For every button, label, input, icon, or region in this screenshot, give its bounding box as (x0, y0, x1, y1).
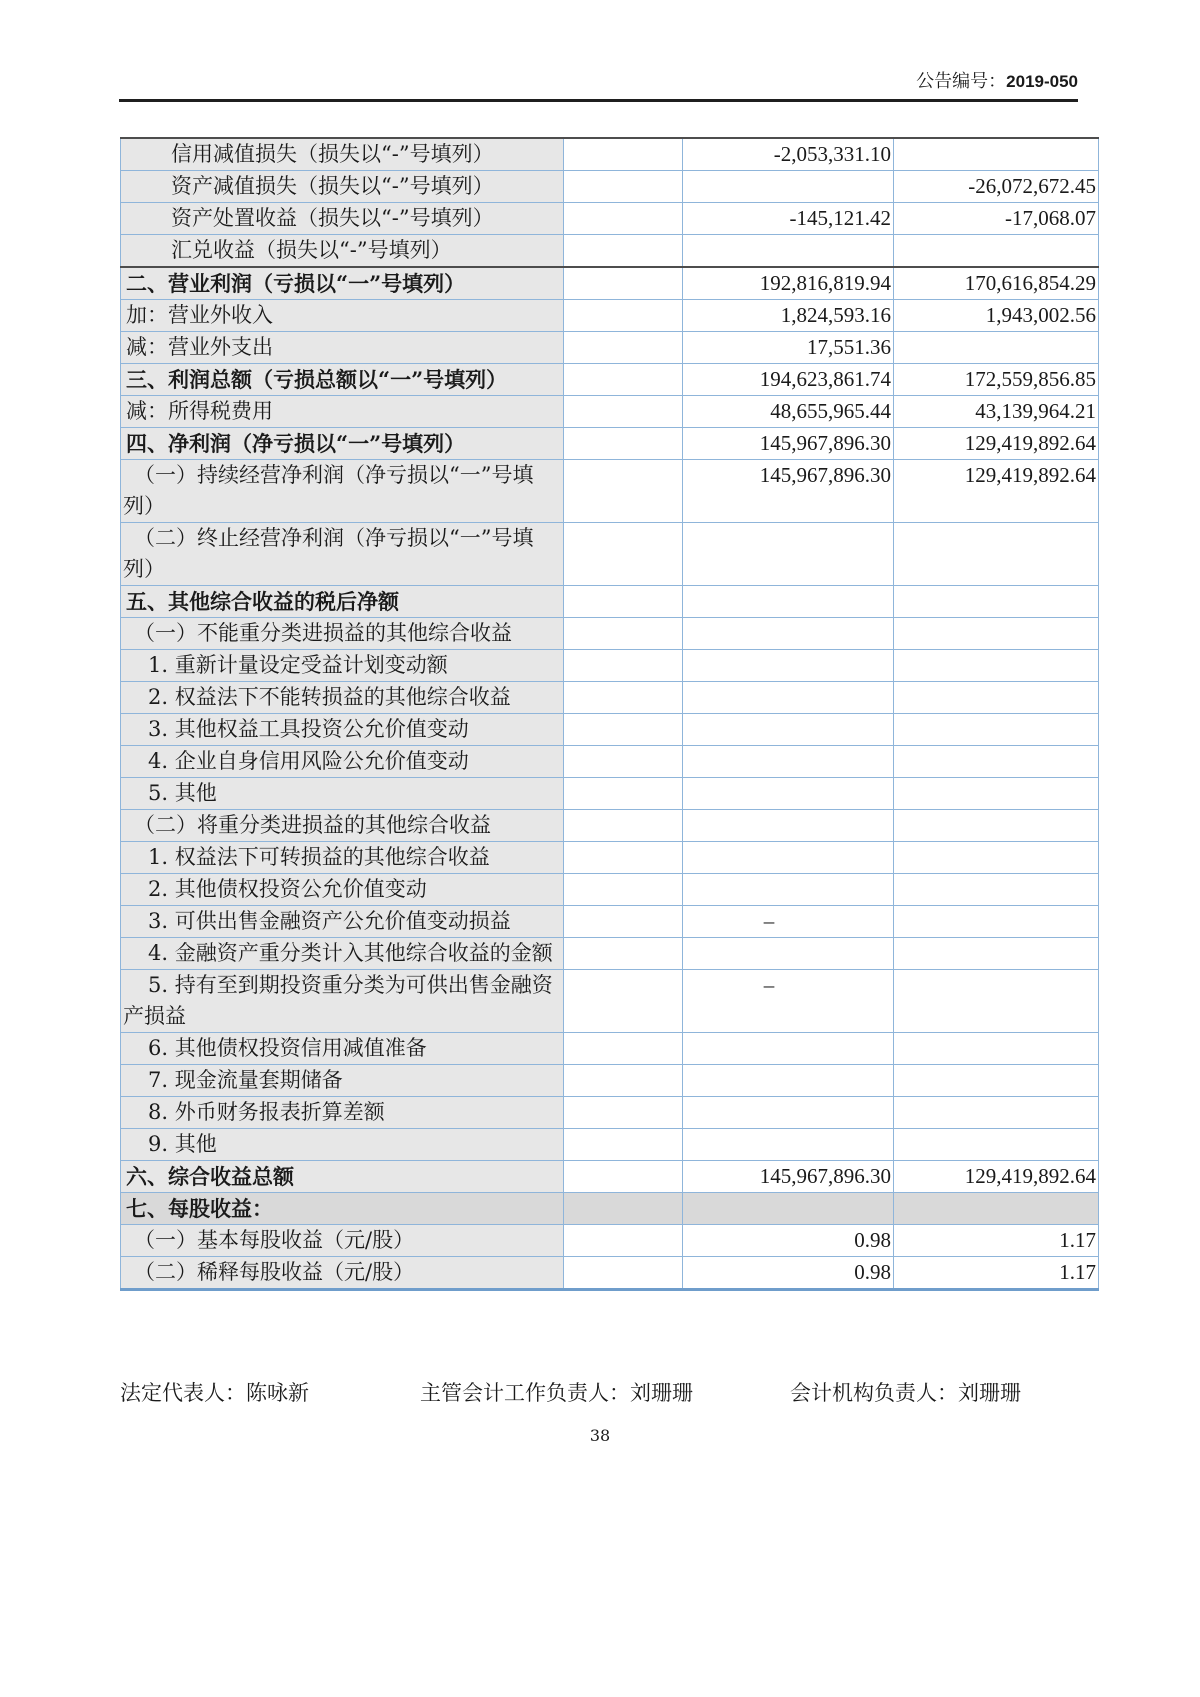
row-value-current-period (683, 235, 894, 268)
row-value-prior-period: 1,943,002.56 (894, 300, 1099, 332)
row-value-current-period (683, 938, 894, 970)
row-note (564, 810, 683, 842)
announcement-number-value: 2019-050 (1006, 72, 1078, 91)
row-value-prior-period (894, 618, 1099, 650)
row-value-prior-period (894, 1033, 1099, 1065)
row-label: （二）将重分类进损益的其他综合收益 (121, 810, 564, 842)
row-value-current-period (683, 650, 894, 682)
row-label: 减：所得税费用 (121, 396, 564, 428)
row-value-prior-period: 43,139,964.21 (894, 396, 1099, 428)
row-value-prior-period (894, 523, 1099, 586)
row-note (564, 428, 683, 460)
row-label: 三、利润总额（亏损总额以“一”号填列） (121, 364, 564, 396)
row-label: 6. 其他债权投资信用减值准备 (121, 1033, 564, 1065)
row-note (564, 1161, 683, 1193)
table-row (121, 364, 1099, 396)
row-label: 8. 外币财务报表折算差额 (121, 1097, 564, 1129)
row-value-current-period (683, 714, 894, 746)
row-value-prior-period (894, 842, 1099, 874)
table-row (121, 970, 1099, 1033)
table-row (121, 138, 1099, 171)
row-value-current-period: 1,824,593.16 (683, 300, 894, 332)
table-row (121, 778, 1099, 810)
row-value-prior-period (894, 138, 1099, 171)
table-row (121, 523, 1099, 586)
row-value-current-period: 145,967,896.30 (683, 460, 894, 523)
row-note (564, 746, 683, 778)
row-note (564, 235, 683, 268)
row-value-prior-period: -26,072,672.45 (894, 171, 1099, 203)
table-row (121, 1225, 1099, 1257)
row-note (564, 618, 683, 650)
row-value-prior-period: -17,068.07 (894, 203, 1099, 235)
table-row (121, 171, 1099, 203)
row-label: （二）终止经营净利润（净亏损以“一”号填列） (121, 523, 564, 586)
row-label: （一）持续经营净利润（净亏损以“一”号填列） (121, 460, 564, 523)
row-value-current-period (683, 682, 894, 714)
table-row (121, 235, 1099, 268)
table-row (121, 586, 1099, 618)
row-note (564, 1225, 683, 1257)
row-value-current-period: 145,967,896.30 (683, 1161, 894, 1193)
row-label: 4. 金融资产重分类计入其他综合收益的金额 (121, 938, 564, 970)
row-value-prior-period: 1.17 (894, 1225, 1099, 1257)
row-label: 2. 其他债权投资公允价值变动 (121, 874, 564, 906)
row-label: （一）不能重分类进损益的其他综合收益 (121, 618, 564, 650)
row-value-prior-period (894, 650, 1099, 682)
row-label: 二、营业利润（亏损以“一”号填列） (121, 267, 564, 300)
table-row (121, 428, 1099, 460)
table-row (121, 1033, 1099, 1065)
table-row (121, 1257, 1099, 1290)
row-value-current-period (683, 523, 894, 586)
table-row (121, 396, 1099, 428)
table-row (121, 203, 1099, 235)
row-label: （一）基本每股收益（元/股） (121, 1225, 564, 1257)
row-note (564, 938, 683, 970)
table-row (121, 332, 1099, 364)
row-note (564, 1097, 683, 1129)
announcement-number (916, 70, 1078, 94)
row-value-prior-period (894, 586, 1099, 618)
row-note (564, 778, 683, 810)
table-row (121, 682, 1099, 714)
row-label: 五、其他综合收益的税后净额 (121, 586, 564, 618)
row-value-current-period (683, 586, 894, 618)
row-label: 5. 其他 (121, 778, 564, 810)
row-value-current-period (683, 810, 894, 842)
table-row (121, 267, 1099, 300)
announcement-number-label: 公告编号： (916, 71, 1007, 92)
row-value-current-period (683, 874, 894, 906)
row-note (564, 1193, 683, 1225)
row-value-prior-period: 172,559,856.85 (894, 364, 1099, 396)
income-statement-body (121, 138, 1099, 1290)
row-value-current-period: 0.98 (683, 1225, 894, 1257)
row-note (564, 906, 683, 938)
row-value-current-period: 0.98 (683, 1257, 894, 1290)
table-row (121, 618, 1099, 650)
row-label: 3. 其他权益工具投资公允价值变动 (121, 714, 564, 746)
row-note (564, 1033, 683, 1065)
row-value-current-period: 48,655,965.44 (683, 396, 894, 428)
row-label: 4. 企业自身信用风险公允价值变动 (121, 746, 564, 778)
row-value-prior-period (894, 810, 1099, 842)
row-value-current-period (683, 1033, 894, 1065)
table-row (121, 300, 1099, 332)
row-label: 汇兑收益（损失以“-”号填列） (121, 235, 564, 268)
row-label: 3. 可供出售金融资产公允价值变动损益 (121, 906, 564, 938)
row-value-prior-period (894, 874, 1099, 906)
row-value-current-period: – (683, 970, 894, 1033)
row-value-prior-period (894, 1097, 1099, 1129)
table-row (121, 650, 1099, 682)
row-value-prior-period (894, 235, 1099, 268)
table-row (121, 714, 1099, 746)
row-note (564, 171, 683, 203)
table-row (121, 938, 1099, 970)
row-value-prior-period: 129,419,892.64 (894, 428, 1099, 460)
row-value-current-period: – (683, 906, 894, 938)
table-row (121, 1097, 1099, 1129)
row-value-current-period (683, 842, 894, 874)
chief-accountant: 主管会计工作负责人：刘珊珊 (420, 1381, 693, 1405)
row-value-current-period: 145,967,896.30 (683, 428, 894, 460)
row-note (564, 523, 683, 586)
row-label: 7. 现金流量套期储备 (121, 1065, 564, 1097)
row-value-prior-period (894, 332, 1099, 364)
row-note (564, 1129, 683, 1161)
row-value-prior-period: 1.17 (894, 1257, 1099, 1290)
legal-representative: 法定代表人：陈咏新 (120, 1381, 309, 1405)
row-value-current-period (683, 778, 894, 810)
row-note (564, 970, 683, 1033)
row-note (564, 586, 683, 618)
header-divider (119, 99, 1078, 102)
row-value-prior-period (894, 1193, 1099, 1225)
row-label: 2. 权益法下不能转损益的其他综合收益 (121, 682, 564, 714)
table-row (121, 874, 1099, 906)
row-note (564, 1065, 683, 1097)
row-value-current-period (683, 618, 894, 650)
row-value-current-period (683, 171, 894, 203)
row-note (564, 1257, 683, 1290)
row-value-prior-period: 129,419,892.64 (894, 460, 1099, 523)
row-value-current-period (683, 1193, 894, 1225)
row-value-prior-period: 129,419,892.64 (894, 1161, 1099, 1193)
row-value-current-period (683, 746, 894, 778)
row-value-current-period: 194,623,861.74 (683, 364, 894, 396)
row-value-current-period: -145,121.42 (683, 203, 894, 235)
row-note (564, 842, 683, 874)
row-note (564, 682, 683, 714)
row-value-prior-period (894, 746, 1099, 778)
row-value-prior-period (894, 970, 1099, 1033)
row-label: 四、净利润（净亏损以“一”号填列） (121, 428, 564, 460)
row-label: 资产处置收益（损失以“-”号填列） (121, 203, 564, 235)
page-number: 38 (589, 1426, 611, 1445)
row-value-current-period: 192,816,819.94 (683, 267, 894, 300)
table-row (121, 460, 1099, 523)
table-row (121, 810, 1099, 842)
row-value-prior-period: 170,616,854.29 (894, 267, 1099, 300)
table-row (121, 1193, 1099, 1225)
table-row (121, 746, 1099, 778)
table-row (121, 1161, 1099, 1193)
row-note (564, 138, 683, 171)
income-statement-table (120, 137, 1099, 1291)
row-label: 1. 重新计量设定受益计划变动额 (121, 650, 564, 682)
row-label: 信用减值损失（损失以“-”号填列） (121, 138, 564, 171)
row-label: （二）稀释每股收益（元/股） (121, 1257, 564, 1290)
row-note (564, 364, 683, 396)
signature-line (120, 1378, 1098, 1410)
row-label: 减：营业外支出 (121, 332, 564, 364)
row-value-prior-period (894, 1065, 1099, 1097)
row-value-prior-period (894, 938, 1099, 970)
row-value-current-period (683, 1129, 894, 1161)
row-label: 9. 其他 (121, 1129, 564, 1161)
row-label: 1. 权益法下可转损益的其他综合收益 (121, 842, 564, 874)
table-row (121, 906, 1099, 938)
row-note (564, 874, 683, 906)
row-note (564, 650, 683, 682)
accounting-department-head: 会计机构负责人：刘珊珊 (790, 1381, 1021, 1405)
table-row (121, 1065, 1099, 1097)
row-label: 5. 持有至到期投资重分类为可供出售金融资产损益 (121, 970, 564, 1033)
row-label: 资产减值损失（损失以“-”号填列） (121, 171, 564, 203)
row-value-prior-period (894, 778, 1099, 810)
row-value-prior-period (894, 1129, 1099, 1161)
row-value-current-period: 17,551.36 (683, 332, 894, 364)
row-note (564, 267, 683, 300)
row-value-prior-period (894, 714, 1099, 746)
row-value-prior-period (894, 682, 1099, 714)
row-note (564, 714, 683, 746)
row-note (564, 300, 683, 332)
row-note (564, 332, 683, 364)
row-label: 七、每股收益： (121, 1193, 564, 1225)
row-value-current-period (683, 1065, 894, 1097)
table-row (121, 842, 1099, 874)
row-label: 加：营业外收入 (121, 300, 564, 332)
table-row (121, 1129, 1099, 1161)
row-value-current-period: -2,053,331.10 (683, 138, 894, 171)
row-value-current-period (683, 1097, 894, 1129)
row-value-prior-period (894, 906, 1099, 938)
row-note (564, 396, 683, 428)
row-note (564, 203, 683, 235)
row-note (564, 460, 683, 523)
row-label: 六、综合收益总额 (121, 1161, 564, 1193)
